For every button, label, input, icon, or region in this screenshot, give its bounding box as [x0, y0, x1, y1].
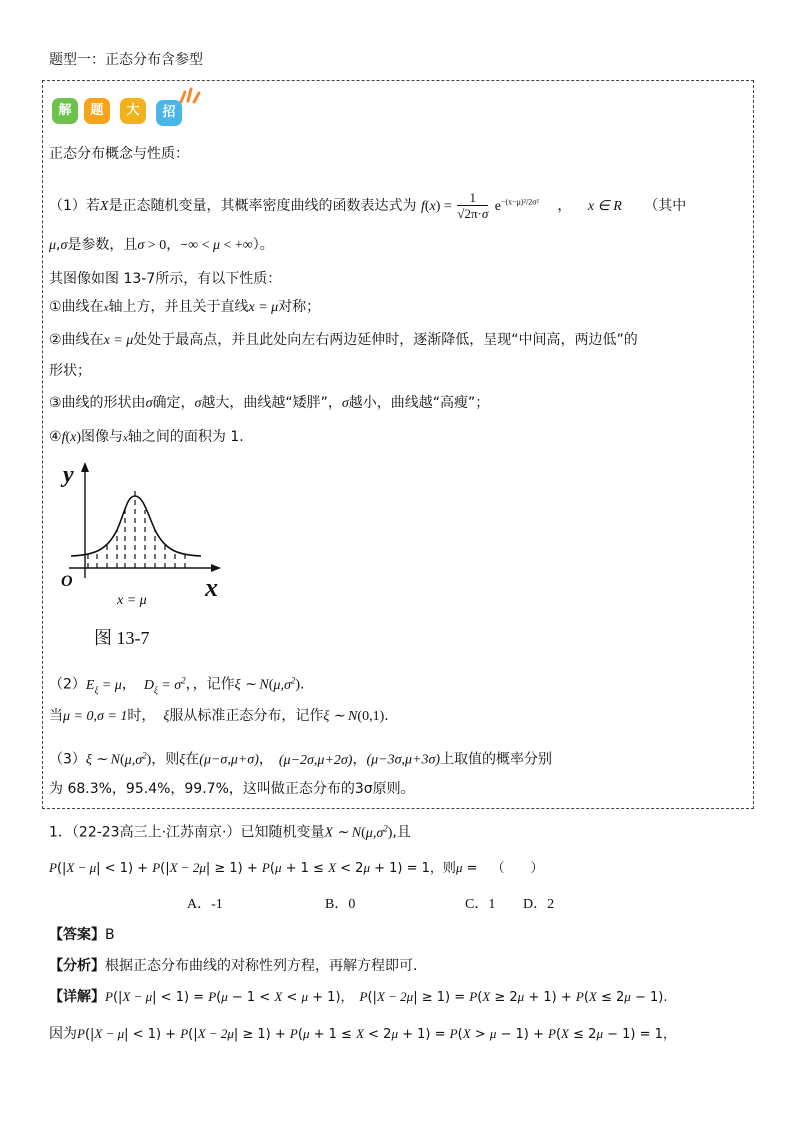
badge-char: 招 [156, 100, 182, 126]
badge-char: 大 [120, 98, 146, 124]
property-3-line: （3）ξ ∼ $N(\mu,\sigma^2)$，则ξ在(μ−σ,μ+σ)， (μ−2σ,μ+2σ)，(μ−3σ,μ+3σ)上取值的概率分别 [49, 750, 553, 768]
answer-line: 【答案】B [49, 927, 115, 943]
option-c[interactable]: C．1 [465, 897, 496, 912]
figure-caption: 图 13-7 [94, 628, 150, 648]
density-fraction: $\frac{1}{√2\pi\cdot\sigma}$ [457, 190, 489, 221]
intro-text: 正态分布概念与性质： [49, 146, 189, 162]
sparkle-icon [178, 84, 202, 104]
question-stem: 1．（22-23高三上·江苏南京·）已知随机变量X ∼ $N(\mu,\sigma^2)$,且 [49, 823, 411, 841]
standard-normal-line: 当μ = 0,σ = 1时， ξ服从标准正态分布，记作ξ ∼ N(0,1). [49, 708, 389, 724]
option-d[interactable]: D．2 [523, 897, 555, 912]
property-b-cont: 形状； [49, 363, 91, 379]
property-2-line: $(2)E_\xi = \mu$， $D_\xi = \sigma^2$，，记作ξ ∼ $N(\mu,\sigma^2)$. [49, 675, 305, 695]
badge-char: 解 [52, 98, 78, 124]
graph-note: 其图像如图 13-7所示，有以下性质： [49, 271, 282, 287]
property-d: ④f(x)图像与x轴之间的面积为 1. [49, 429, 244, 445]
option-a[interactable]: A．-1 [187, 897, 223, 912]
detail-line: 【详解】P(|X − μ| < 1) = P(μ − 1 < X < μ + 1)， P(|X − 2μ| ≥ 1) = P(X ≥ 2μ + 1) + P(X ≤ 2μ − 1). [49, 989, 668, 1005]
question-equation: P(|X − μ| < 1) + P(|X − 2μ| ≥ 1) + P(μ + 1 ≤ X < 2μ + 1) = 1，则μ = （ ） [49, 860, 544, 876]
svg-text:x: x [205, 573, 218, 602]
property-1-line: （1）若X是正态随机变量，其概率密度曲线的函数表达式为 f(x) = $\frac{1}{√2\pi\cdot\sigma}$ $e^{-(x-\mu)^2/2\sigma^2}$ ， x ∈ R （其中 [49, 190, 687, 221]
property-b: ②曲线在x = μ处处于最高点，并且此处向左右两边延伸时，逐渐降低，呈现“中间高，两边低”的 [49, 332, 638, 348]
three-sigma-rule: 为 68.3%，95.4%，99.7%，这叫做正态分布的3σ原则。 [49, 781, 415, 797]
property-a: ①曲线在x轴上方，并且关于直线x = μ对称； [49, 299, 321, 315]
property-1-params: μ,σ是参数，且σ > 0，−∞ < μ < +∞）。 [49, 237, 274, 253]
svg-text:y: y [63, 462, 74, 488]
property-c: ③曲线的形状由σ确定，σ越大，曲线越“矮胖”，σ越小，曲线越“高瘦”； [49, 395, 490, 411]
section-heading: 题型一：正态分布含参型 [49, 52, 203, 68]
normal-curve-figure [55, 458, 235, 608]
badge-char: 题 [84, 98, 110, 124]
option-b[interactable]: B．0 [325, 897, 356, 912]
because-line: 因为P(|X − μ| < 1) + P(|X − 2μ| ≥ 1) + P(μ + 1 ≤ X < 2μ + 1) = P(X > μ − 1) + P(X ≤ 2μ − 1) = 1， [49, 1026, 676, 1042]
figure-x-mu-label: x = μ [117, 593, 147, 608]
svg-text:O: O [61, 573, 73, 590]
analysis-line: 【分析】根据正态分布曲线的对称性列方程，再解方程即可. [49, 958, 418, 974]
